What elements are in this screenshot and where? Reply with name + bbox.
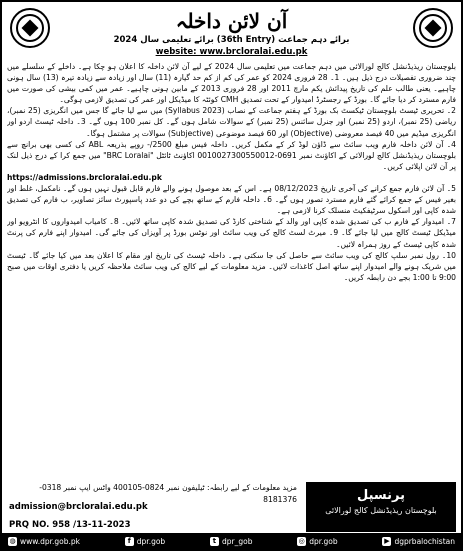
subheading: برائے دہم جماعت (36th Entry) برائے تعلیمی سال 2024 bbox=[113, 35, 350, 45]
social-label: www.dpr.gob.pk bbox=[20, 536, 80, 546]
email-link[interactable]: admission@brcloralai.edu.pk bbox=[9, 502, 148, 512]
logo-emblem bbox=[22, 20, 39, 37]
social-label: dgprbalochistan bbox=[394, 536, 455, 546]
prq-number: PRQ NO. 958 /13-11-2023 bbox=[9, 520, 131, 530]
social-link-youtube[interactable] bbox=[382, 537, 455, 546]
college-logo-left bbox=[10, 8, 50, 48]
principal-signature-block bbox=[306, 482, 456, 532]
social-bar bbox=[2, 533, 461, 549]
website-link[interactable]: website: www.brcloralai.edu.pk bbox=[155, 47, 308, 57]
social-link-website[interactable] bbox=[8, 537, 80, 546]
social-label: dpr.gob bbox=[136, 536, 166, 546]
college-logo-right bbox=[413, 8, 453, 48]
social-label: dpr.gob bbox=[309, 536, 338, 546]
principal-title: پرنسپل bbox=[357, 488, 405, 503]
social-link-twitter[interactable] bbox=[210, 537, 252, 546]
footer bbox=[7, 482, 456, 534]
twitter-icon: t bbox=[210, 537, 219, 546]
paragraph-syllabus: 2۔ تحریری ٹیسٹ بلوچستان ٹیکسٹ بک بورڈ کے ہفتم جماعت کے نصاب (Syllabus 2023) میں سے لیا جائے گا جس میں انگریزی (25 نمبر)، ریاضی (25 نمبر)، اردو (25 نمبر) اور جنرل سائنس (25 نمبر) کے سوالات شامل ہوں گے۔ کل نمبر 100 ہوں گے۔ 3۔ داخلہ ٹیسٹ اردو اور انگریزی میڈیم میں 40 فیصد معروضی (Objective) اور 60 فیصد موضوعی (Subjective) سوالات پر مشتمل ہوگا۔ bbox=[7, 106, 456, 138]
paragraph-fee: 4۔ آن لائن داخلہ فارم ویب سائٹ سے ڈاؤن لوڈ کر کے مکمل کریں۔ داخلہ فیس مبلغ 2500/- روپے بذریعہ ABL کی کسی بھی برانچ سے بلوچستان ریذیڈنشل کالج لورالائی کے اکاؤنٹ نمبر 0691-0010027300550012 اکاؤنٹ ٹائٹل "BRC Loralai" میں جمع کرا کے درج ذیل لنک پر آن لائن اپلائی کریں۔ bbox=[7, 139, 456, 171]
logo-ring bbox=[16, 14, 44, 42]
globe-icon: ◍ bbox=[9, 536, 16, 545]
social-link-facebook[interactable] bbox=[125, 537, 165, 546]
youtube-icon: ▶ bbox=[384, 536, 390, 545]
page-title: آن لائن داخلہ bbox=[175, 9, 288, 33]
facebook-icon: f bbox=[125, 537, 134, 546]
paragraph-documents: 7۔ امیدوار کے فارم ب کی تصدیق شدہ کاپی اور والد کے شناختی کارڈ کی تصدیق شدہ کاپی ساتھ لائیں۔ 8۔ کامیاب امیدواروں کا انٹرویو اور میڈیکل ٹیسٹ کالج میں لیا جائے گا۔ 9۔ میرٹ لسٹ کالج کی ویب سائٹ اور نوٹس بورڈ پر آویزاں کی جائے گی۔ امیدوار اپنے فارم کی پرنٹ شدہ کاپی ٹیسٹ کے روز ہمراہ لائیں۔ bbox=[7, 217, 456, 249]
paragraph-eligibility: بلوچستان ریذیڈنشل کالج لورالائی میں دہم جماعت میں تعلیمی سال 2024 کے لیے آن لائن داخلہ کا اعلان ہو چکا ہے۔ داخلے کے سلسلے میں چند ضروری تفصیلات درج ذیل ہیں۔ 1۔ 28 فروری 2024 کو عمر کی کم از کم حد گیارہ (11) سال اور زیادہ سے زیادہ تیرہ (13) سال ہونی چاہیے۔ یعنی طالب علم کی تاریخ پیدائش یکم مارچ 2011 اور 28 فروری 2013 کے مابین ہونی چاہیے۔ عمر میں کمی بیشی کی صورت میں فارم مسترد کر دیا جائے گا۔ بورڈ کے رجسٹرڈ امیدوار کے تحت تصدیق CMH کوئٹہ کا میڈیکل اور عمر کی تصدیق لازمی ہوگی۔ bbox=[7, 62, 456, 105]
advertisement-body bbox=[7, 61, 456, 481]
college-name: بلوچستان ریذیڈنشل کالج لورالائی bbox=[325, 506, 437, 515]
social-link-instagram[interactable] bbox=[297, 537, 337, 546]
logo-emblem bbox=[425, 20, 442, 37]
instagram-icon: ◎ bbox=[298, 536, 305, 545]
logo-ring bbox=[419, 14, 447, 42]
admission-link[interactable]: https://admissions.brcloralai.edu.pk bbox=[7, 172, 162, 182]
paragraph-roll-number: 10۔ رول نمبر سلپ کالج کی ویب سائٹ سے حاصل کی جا سکتی ہے۔ داخلہ ٹیسٹ کی تاریخ اور مقام کا اعلان بعد میں کیا جائے گا۔ ٹیسٹ میں شریک ہونے والے امیدوار اپنے ساتھ اصل کاغذات لائیں۔ مزید معلومات کے لیے کالج کی ویب سائٹ ملاحظہ کریں یا دفتری اوقات میں صبح 9:00 تا 1:00 بجے دن رابطہ کریں۔ bbox=[7, 250, 456, 282]
social-label: dpr_gob bbox=[221, 536, 253, 546]
paragraph-deadline: 5۔ آن لائن فارم جمع کرانے کی آخری تاریخ 08/12/2023 ہے۔ اس کے بعد موصول ہونے والے فارم قابل قبول نہیں ہوں گے۔ نامکمل، غلط اور بغیر فیس کے جمع کرائے گئے فارم مسترد تصور ہوں گے۔ 6۔ داخلہ فارم کے ساتھ بچے کی دو عدد پاسپورٹ سائز تصاویر، ب فارم کی تصدیق شدہ کاپی اور اسکول سرٹیفکیٹ منسلک کرنا لازمی ہے۔ bbox=[7, 184, 456, 216]
contact-info: مزید معلومات کے لیے رابطہ: ٹیلیفون نمبر 0824-400105 واٹس ایپ نمبر 0318-8181376 bbox=[39, 483, 297, 504]
